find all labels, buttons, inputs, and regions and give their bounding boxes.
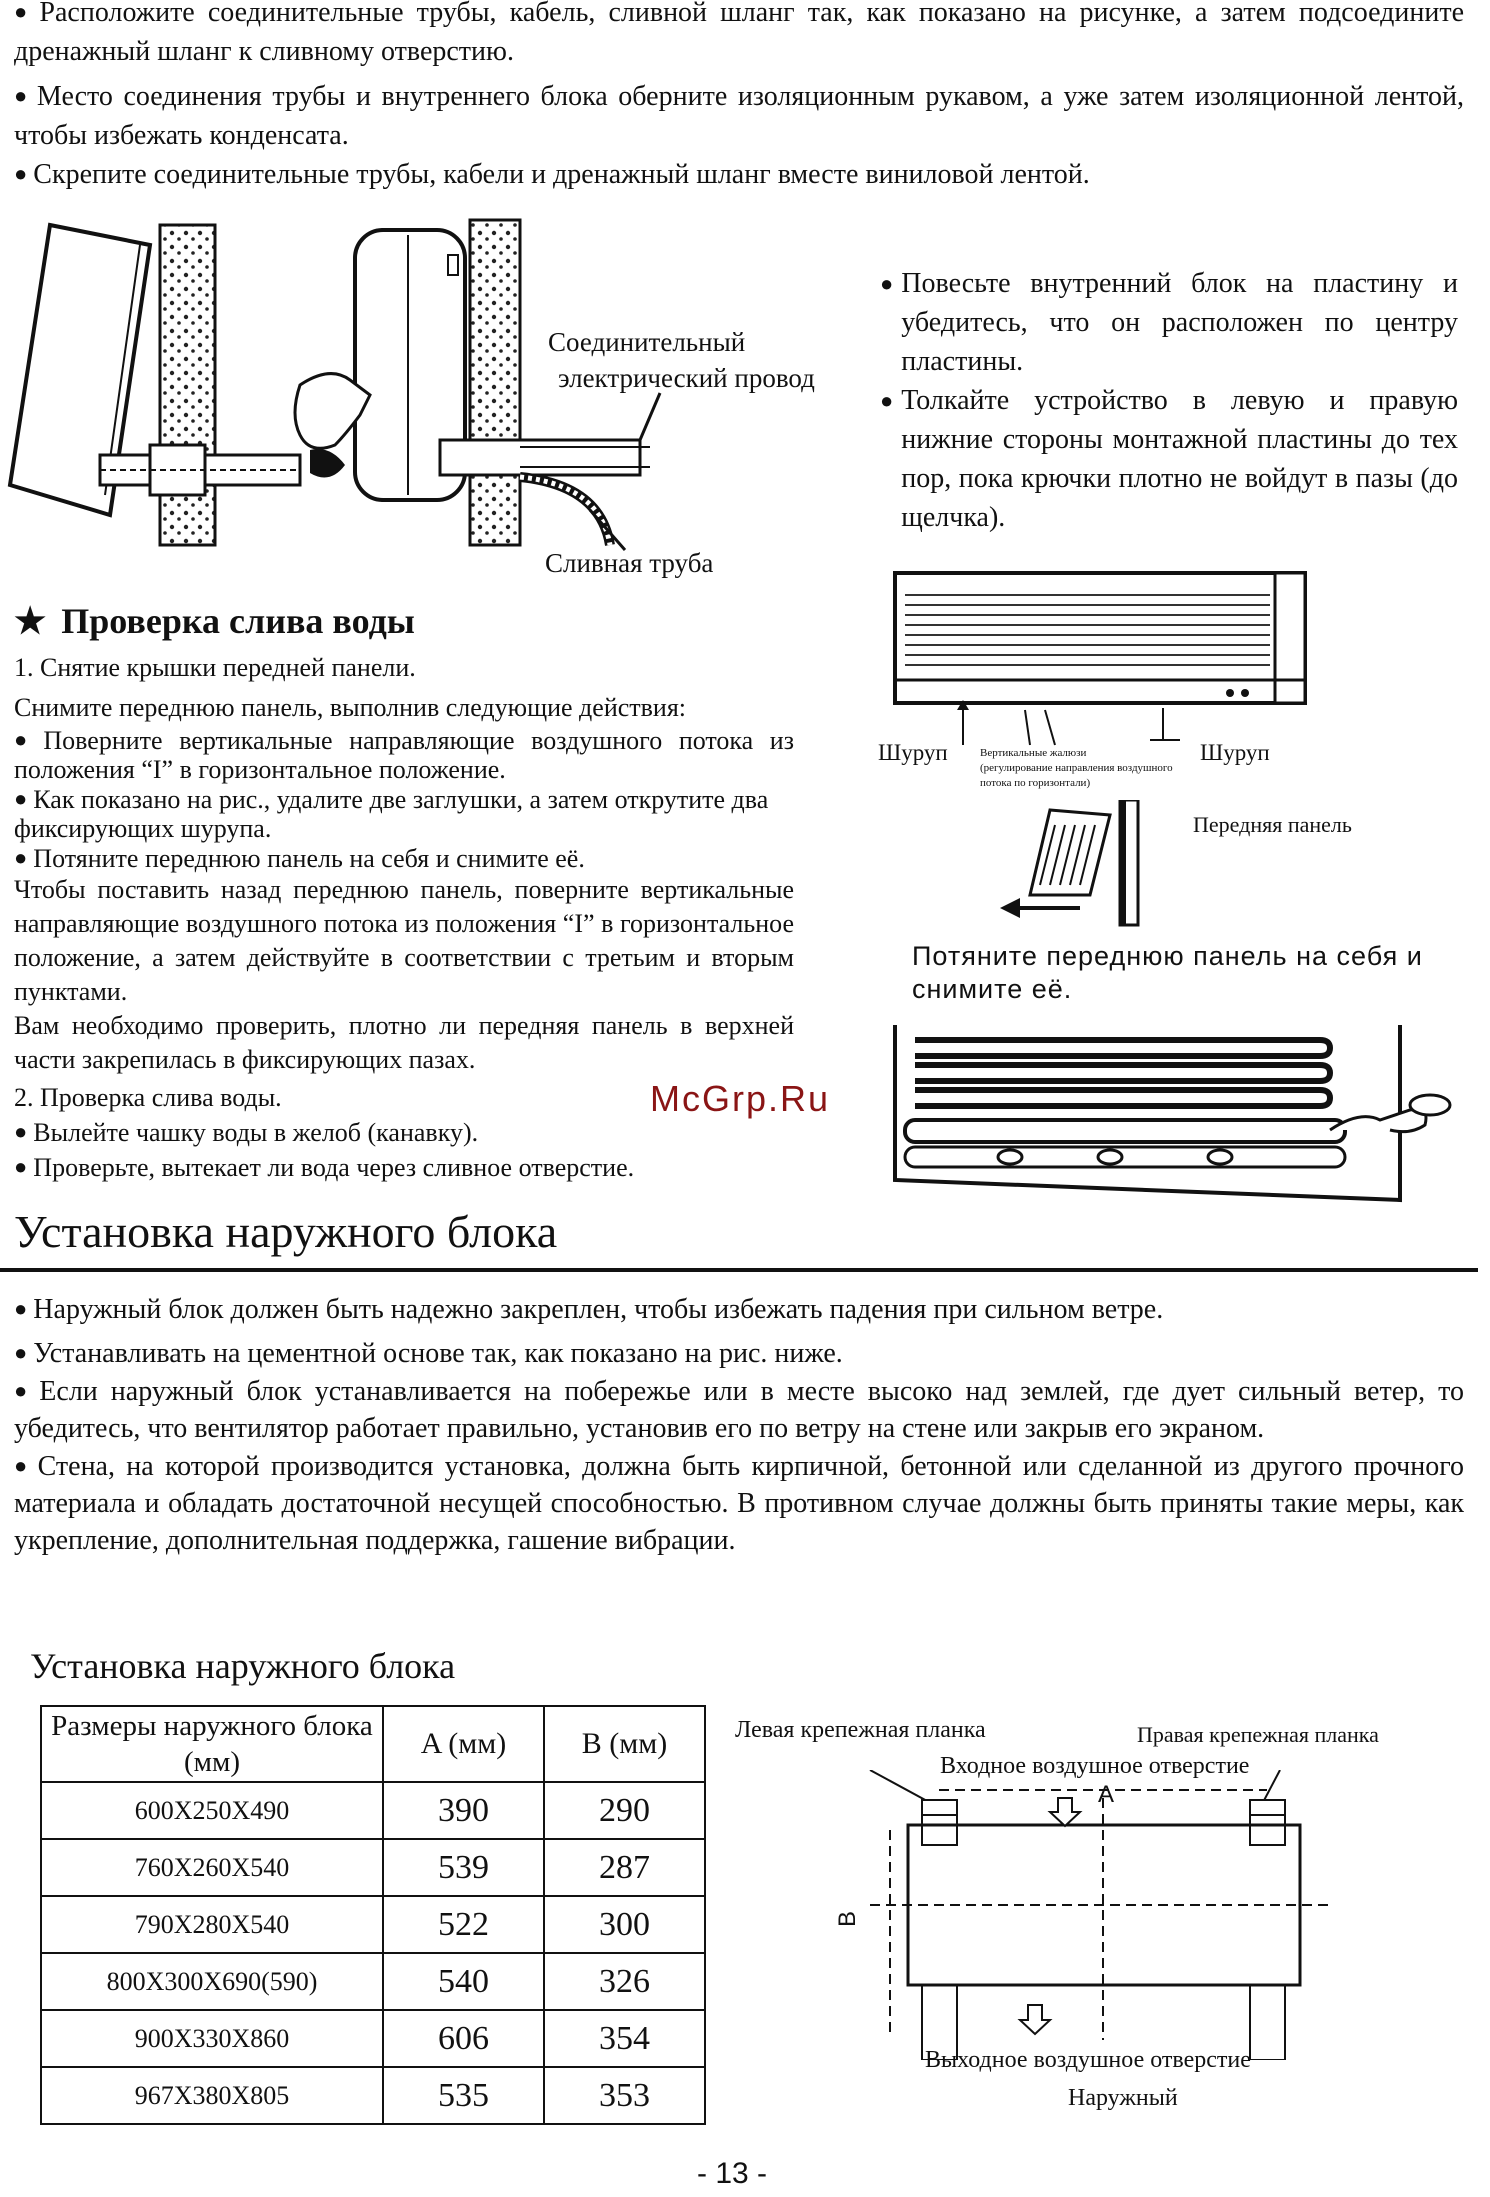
install-instruction-3: ● Скрепите соединительные трубы, кабели и дренажный шланг вместе виниловой лентой. <box>14 154 1464 194</box>
pull-panel-step: ● Потяните переднюю панель на себя и снимите её. <box>14 843 794 873</box>
outdoor-subheading: Установка наружного блока <box>30 1646 456 1686</box>
outdoor-section-heading: Установка наружного блока <box>14 1206 558 1257</box>
b-value-cell: 354 <box>544 2010 705 2067</box>
section-divider <box>0 1268 1478 1272</box>
outdoor-wind-note: ● Если наружный блок устанавливается на побережье или в месте высоко над землей, где дует сильный ветер, то убедитесь, что вентилятор работает правильно, установив его по ветру на стене или закрыв его экраном. <box>14 1372 1464 1447</box>
dimensions-cell: 600X250X490 <box>41 1782 383 1839</box>
a-value-cell: 606 <box>383 2010 544 2067</box>
table-row <box>41 1896 705 1953</box>
table-row <box>41 2067 705 2124</box>
dimension-b-label: B <box>834 1910 862 1928</box>
a-value-cell: 535 <box>383 2067 544 2124</box>
outdoor-dimensions-table <box>40 1705 706 2125</box>
page-number: - 13 - <box>697 2157 768 2190</box>
b-value-cell: 326 <box>544 1953 705 2010</box>
a-value-cell: 390 <box>383 1782 544 1839</box>
outdoor-base-note: ● Устанавливать на цементной основе так, как показано на рис. ниже. <box>14 1334 1464 1372</box>
install-instruction-2: ● Место соединения трубы и внутреннего блока оберните изоляционным рукавом, а уже затем изоляционной лентой, чтобы избежать конденсата. <box>14 76 1464 155</box>
reinstall-panel-text: Чтобы поставить назад переднюю панель, поверните вертикальные направляющие воздушного потока из положения “I” в горизонтальное положение, а затем действуйте в соответствии с третьим и вторым пунктами. <box>14 875 794 1006</box>
outdoor-secure-note: ● Наружный блок должен быть надежно закреплен, чтобы избежать падения при сильном ветре. <box>14 1290 1464 1328</box>
dimensions-cell: 760X260X540 <box>41 1839 383 1896</box>
air-inlet-label: Входное воздушное отверстие <box>940 1753 1250 1779</box>
check-panel-text: Вам необходимо проверить, плотно ли передняя панель в верхней части закрепилась в фиксирующих пазах. <box>14 1011 794 1074</box>
outdoor-wall-note: ● Стена, на которой производится установка, должна быть кирпичной, бетонной или сделанной из другого прочного материала и обладать достаточной несущей способностью. В противном случае должны быть приняты такие меры, как укрепление, дополнительная поддержка, гашение вибрации. <box>14 1447 1464 1559</box>
indoor-unit-piping-illustration <box>0 215 860 585</box>
front-panel-label: Передняя панель <box>1193 812 1352 837</box>
hang-unit-instruction: Повесьте внутренний блок на пластину и убедитесь, что он расположен по центру пластины. <box>901 268 1458 377</box>
header-dimensions: Размеры наружного блока (мм) <box>41 1706 383 1782</box>
header-a: A (мм) <box>383 1706 544 1782</box>
push-unit-instruction: Толкайте устройство в левую и правую нижние стороны монтажной пластины до тех пор, пока крючки плотно не войдут в пазы (до щелчка). <box>901 385 1458 533</box>
check-drain-step: ● Проверьте, вытекает ли вода через сливное отверстие. <box>14 1150 794 1185</box>
table-row <box>41 1953 705 2010</box>
screw-left-label: Шуруп <box>878 740 948 765</box>
dimensions-cell: 967X380X805 <box>41 2067 383 2124</box>
table-row <box>41 1839 705 1896</box>
table-header-row <box>41 1706 705 1782</box>
screw-pointer-lines <box>945 700 1205 750</box>
a-value-cell: 539 <box>383 1839 544 1896</box>
rotate-louvers-step: ● Поверните вертикальные направляющие воздушного потока из положения “I” в горизонтальное положение. <box>14 725 794 784</box>
drain-pipe-label: Сливная труба <box>545 548 714 578</box>
a-value-cell: 522 <box>383 1896 544 1953</box>
b-value-cell: 353 <box>544 2067 705 2124</box>
front-panel-caption: Потяните переднюю панель на себя и снимите её. <box>912 941 1423 1004</box>
dimensions-cell: 800X300X690(590) <box>41 1953 383 2010</box>
star-icon: ★ <box>14 601 47 641</box>
air-outlet-label: Выходное воздушное отверстие <box>925 2047 1251 2073</box>
remove-plugs-step: ● Как показано на рис., удалите две заглушки, а затем открутите два фиксирующих шурупа. <box>14 784 794 843</box>
b-value-cell: 287 <box>544 1839 705 1896</box>
drain-check-heading: Проверка слива воды <box>61 601 415 641</box>
a-value-cell: 540 <box>383 1953 544 2010</box>
left-bracket-label: Левая крепежная планка <box>735 1717 986 1743</box>
outdoor-unit-label: Наружный <box>1068 2085 1178 2111</box>
dimensions-cell: 900X330X860 <box>41 2010 383 2067</box>
b-value-cell: 300 <box>544 1896 705 1953</box>
dimensions-cell: 790X280X540 <box>41 1896 383 1953</box>
step2-title: 2. Проверка слива воды. <box>14 1083 282 1112</box>
outdoor-mounting-diagram <box>840 1770 1360 2060</box>
drain-check-illustration <box>890 1020 1460 1210</box>
louver-label-2: (регулирование направления воздушного потока по горизонтали) <box>980 762 1173 789</box>
remove-panel-intro: Снимите переднюю панель, выполнив следующие действия: <box>14 693 687 722</box>
b-value-cell: 290 <box>544 1782 705 1839</box>
table-row <box>41 2010 705 2067</box>
install-instruction-1: ● Расположите соединительные трубы, кабель, сливной шланг так, как показано на рисунке, а затем подсоедините дренажный шланг к сливному отверстию. <box>14 0 1464 71</box>
step1-title: 1. Снятие крышки передней панели. <box>14 653 416 682</box>
pour-water-step: ● Вылейте чашку воды в желоб (канавку). <box>14 1115 794 1150</box>
watermark: McGrp.Ru <box>650 1078 831 1119</box>
dimension-a-label: A <box>1098 1781 1115 1808</box>
louver-label-1: Вертикальные жалюзи <box>980 747 1087 759</box>
table-row <box>41 1782 705 1839</box>
connecting-cable-label-2: электрический провод <box>558 363 815 393</box>
header-b: B (мм) <box>544 1706 705 1782</box>
connecting-cable-label-1: Соединительный <box>548 327 746 357</box>
front-panel-removal-illustration <box>990 800 1190 930</box>
screw-right-label: Шуруп <box>1200 740 1270 765</box>
right-bracket-label: Правая крепежная планка <box>1137 1722 1379 1747</box>
